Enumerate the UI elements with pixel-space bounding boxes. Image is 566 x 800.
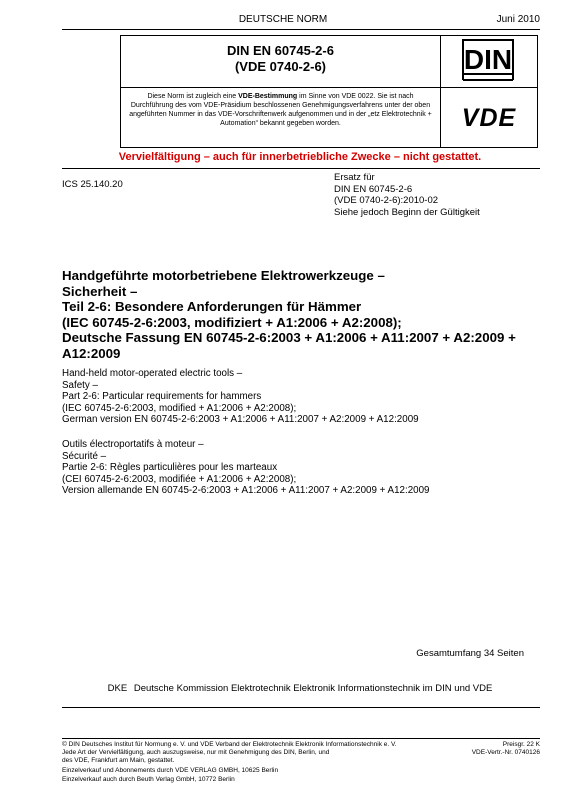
replacement-line: (VDE 0740-2-6):2010-02 (334, 195, 439, 206)
price-group: Preisgr. 22 K (502, 741, 540, 748)
title-line: Deutsche Fassung EN 60745-2-6:2003 + A1:2006 + A11:2007 + A2:2009 + (62, 330, 516, 346)
ics-code: ICS 25.140.20 (62, 179, 123, 190)
vde-logo (441, 88, 537, 147)
dke-line (62, 683, 538, 694)
title-line: Hand-held motor-operated electric tools – (62, 368, 243, 379)
copy-warning: Vervielfältigung – auch für innerbetriebliche Zwecke – nicht gestattet. (118, 151, 482, 163)
title-line: Safety – (62, 379, 98, 391)
title-line: Version allemande EN 60745-2-6:2003 + A1:2006 + A11:2007 + A2:2009 + A12:2009 (62, 485, 430, 497)
title-line: Sécurité – (62, 450, 107, 462)
svg-text:VDE: VDE (461, 104, 517, 132)
title-english (62, 368, 538, 426)
vde-contract-number: VDE-Vertr.-Nr. 0740126 (471, 749, 540, 756)
replacement-line: Siehe jedoch Beginn der Gültigkeit (334, 206, 480, 218)
header-box (120, 35, 538, 148)
vde-notice-bold: VDE-Bestimmung (238, 93, 298, 100)
sales-info (62, 766, 278, 784)
divider (62, 707, 540, 708)
din-logo (441, 36, 537, 88)
title-line: (CEI 60745-2-6:2003, modifiée + A1:2006 + A2:2008); (62, 473, 297, 485)
vde-notice: Diese Norm ist zugleich eine VDE-Bestimmung im Sinne von VDE 0022. Sie ist nach Durchführung des vom VDE-Präsidium beschlossenen Genehmigungsverfahrens unter der oben angeführten Nummer in das VDE-Vorschriftenwerk aufgenommen und in der „etz Elektrotechnik + Automation“ bekannt gegeben worden. (121, 88, 441, 147)
title-line: A12:2009 (62, 345, 121, 361)
replacement-line: Ersatz für (334, 172, 375, 183)
copyright-line: des VDE, Frankfurt am Main, gestattet. (62, 757, 175, 764)
standard-title-cell (121, 36, 441, 88)
top-divider (62, 29, 540, 30)
title-line: Teil 2-6: Besondere Anforderungen für Hämmer (62, 299, 362, 315)
dke-name: Deutsche Kommission Elektrotechnik Elektronik Informationstechnik im DIN und VDE (133, 683, 493, 694)
din-logo-cell (441, 36, 537, 88)
title-line: German version EN 60745-2-6:2003 + A1:2006 + A11:2007 + A2:2009 + A12:2009 (62, 414, 419, 426)
title-line: Partie 2-6: Règles particulières pour les marteaux (62, 462, 278, 474)
title-line: Part 2-6: Particular requirements for hammers (62, 391, 262, 403)
replacement-line: DIN EN 60745-2-6 (334, 183, 413, 195)
title-line: (IEC 60745-2-6:2003, modifiziert + A1:2006 + A2:2008); (62, 314, 402, 330)
svg-text:DIN: DIN (463, 44, 513, 75)
copyright-line: © DIN Deutsches Institut für Normung e. V. und VDE Verband der Elektrotechnik Elektronik Informationstechnik e. V. (62, 741, 397, 748)
publication-date: Juni 2010 (496, 14, 540, 25)
replacement-info (334, 172, 480, 218)
title-line: Outils électroportatifs à moteur – (62, 439, 204, 450)
standard-number: DIN EN 60745-2-6 (227, 43, 334, 58)
dke-abbreviation: DKE (107, 683, 128, 694)
sales-line: Einzelverkauf auch durch Beuth Verlag GmbH, 10772 Berlin (62, 776, 235, 783)
title-french (62, 439, 538, 497)
vde-logo-cell (441, 88, 537, 147)
title-line: Sicherheit – (62, 283, 138, 299)
divider (62, 738, 540, 739)
copyright-notice (62, 741, 442, 765)
norm-type-label: DEUTSCHE NORM (238, 14, 328, 25)
copyright-line: Jede Art der Vervielfältigung, auch auszugsweise, nur mit Genehmigung des DIN, Berlin, und (62, 749, 330, 756)
price-info (472, 741, 540, 757)
title-line: (IEC 60745-2-6:2003, modified + A1:2006 + A2:2008); (62, 402, 297, 414)
title-line: Handgeführte motorbetriebene Elektrowerkzeuge – (62, 268, 385, 283)
vde-number: (VDE 0740-2-6) (234, 59, 327, 74)
sales-line: Einzelverkauf und Abonnements durch VDE VERLAG GMBH, 10625 Berlin (62, 767, 279, 774)
divider (62, 168, 540, 169)
title-german (62, 268, 538, 362)
total-pages: Gesamtumfang 34 Seiten (416, 648, 524, 659)
